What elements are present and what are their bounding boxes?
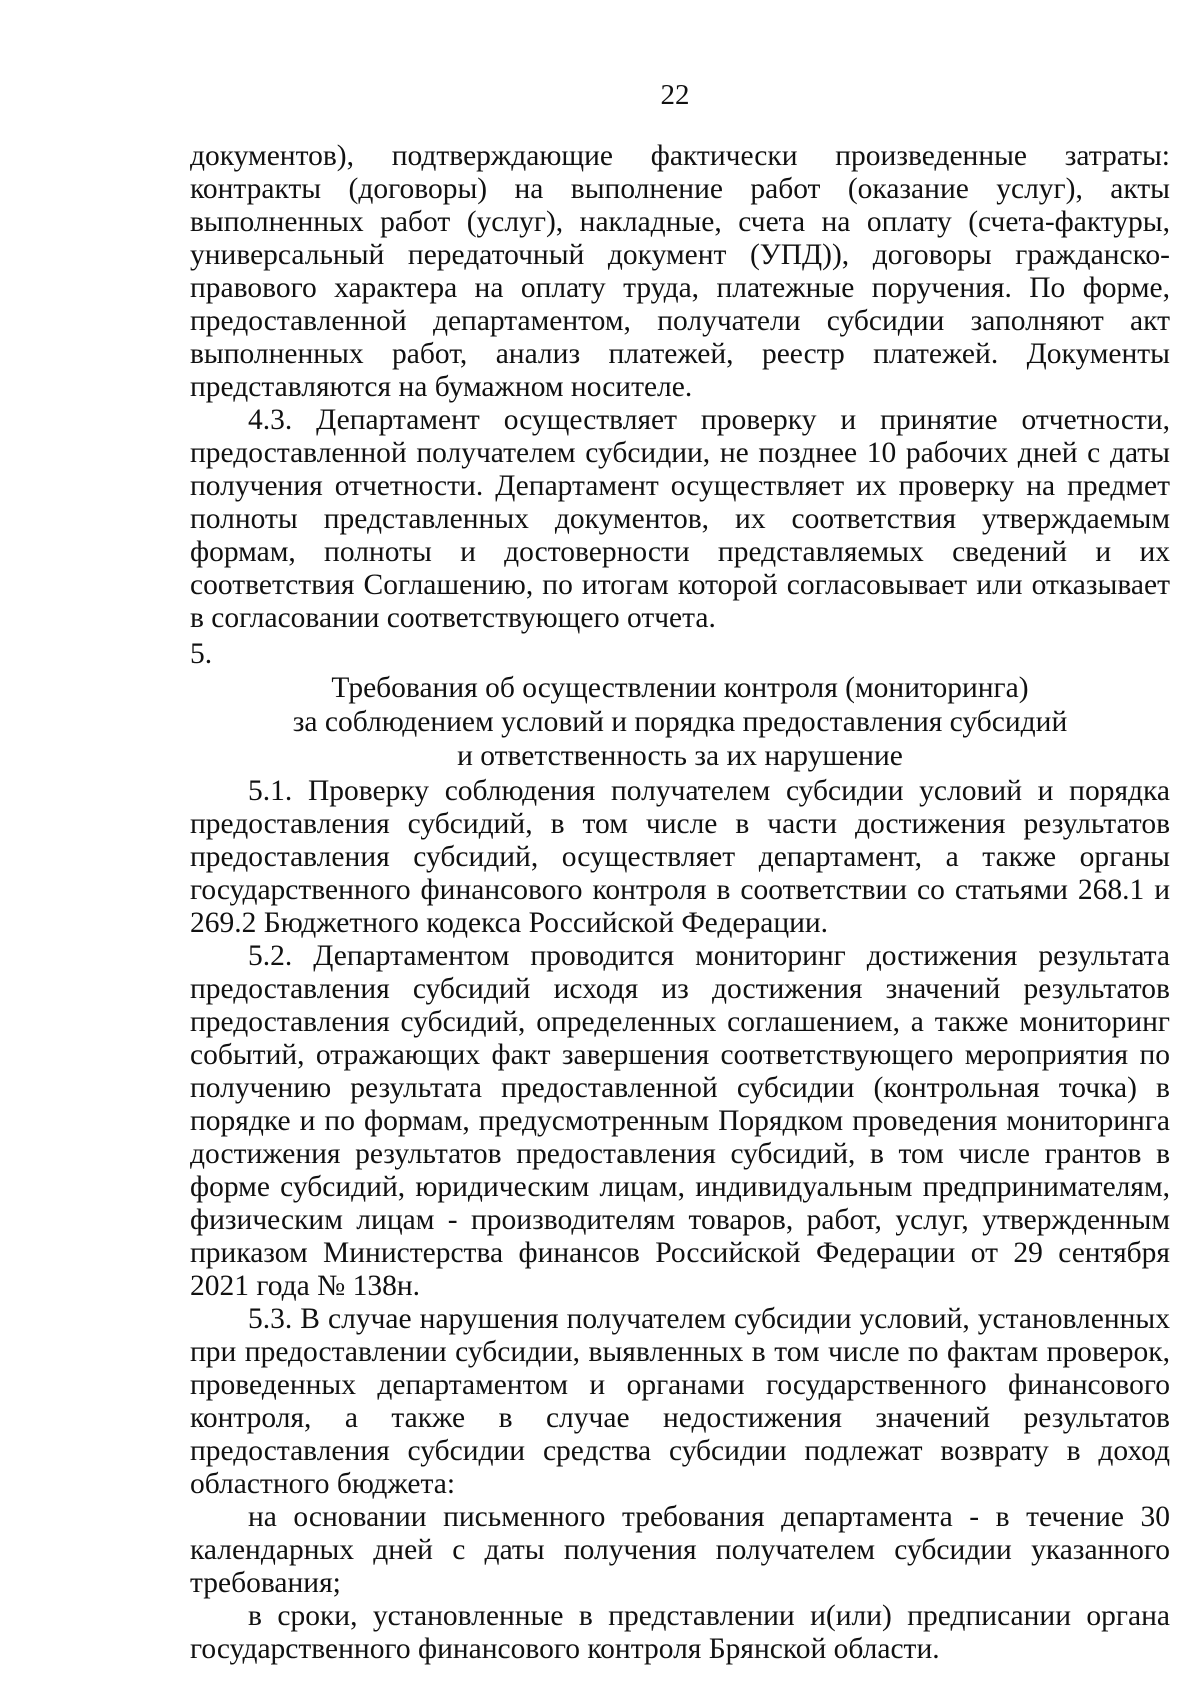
paragraph-4-3: 4.3. Департамент осуществляет проверку и принятие отчетности, предоставленной получателем субсидии, не позднее 10 рабочих дней с даты получения отчетности. Департамент осуществляет их проверку на предмет полноты представленных документов, их соответствия утверждаемым формам, полноты и достоверности представляемых сведений и их соответствия Соглашению, по итогам которой согласовывает или отказывает в согласовании соответствующего отчета.	[190, 404, 1170, 634]
section-5-title-line-1	[190, 637, 1170, 705]
paragraph-5-3: 5.3. В случае нарушения получателем субсидии условий, установленных при предоставлении субсидии, выявленных в том числе по фактам проверок, проведенных департаментом и органами государственного финансового контроля, а также в случае недостижения значений результатов предоставления субсидии средства субсидии подлежат возврату в доход областного бюджета:	[190, 1303, 1170, 1500]
section-5-title-line-2: за соблюдением условий и порядка предоставления субсидий	[292, 706, 1068, 738]
section-5-body	[190, 775, 1170, 1666]
paragraph-continued: документов), подтверждающие фактически произведенные затраты: контракты (договоры) на выполнение работ (оказание услуг), акты выполненных работ (услуг), накладные, счета на оплату (счета-фактуры, универсальный передаточный документ (УПД)), договоры гражданско-правового характера на оплату труда, платежные поручения. По форме, предоставленной департаментом, получатели субсидии заполняют акт выполненных работ, анализ платежей, реестр платежей. Документы представляются на бумажном носителе.	[190, 140, 1170, 403]
section-5-title-line-3: и ответственность за их нарушение	[457, 740, 903, 772]
paragraph-5-3-item-2: в сроки, установленные в представлении и(или) предписании органа государственного финансового контроля Брянской области.	[190, 1600, 1170, 1665]
top-section	[190, 140, 1170, 635]
section-5-title-text-1: Требования об осуществлении контроля (мониторинга)	[331, 672, 1029, 704]
paragraph-5-1: 5.1. Проверку соблюдения получателем субсидии условий и порядка предоставления субсидий, в том числе в части достижения результатов предоставления субсидий, осуществляет департамент, а также органы государственного финансового контроля в соответствии со статьями 268.1 и 269.2 Бюджетного кодекса Российской Федерации.	[190, 775, 1170, 939]
paragraph-5-2: 5.2. Департаментом проводится мониторинг достижения результата предоставления субсидий исходя из достижения значений результатов предоставления субсидий, определенных соглашением, а также мониторинг событий, отражающих факт завершения соответствующего мероприятия по получению результата предоставленной субсидии (контрольная точка) в порядке и по формам, предусмотренным Порядком проведения мониторинга достижения результатов предоставления субсидий, в том числе грантов в форме субсидий, юридическим лицам, индивидуальным предпринимателям, физическим лицам - производителям товаров, работ, услуг, утвержденным приказом Министерства финансов Российской Федерации от 29 сентября 2021 года № 138н.	[190, 940, 1170, 1302]
section-5-number: 5.	[190, 638, 213, 670]
section-5-heading	[190, 637, 1170, 773]
page-number: 22	[660, 79, 690, 111]
paragraph-5-3-item-1: на основании письменного требования департамента - в течение 30 календарных дней с даты получения получателем субсидии указанного требования;	[190, 1501, 1170, 1599]
